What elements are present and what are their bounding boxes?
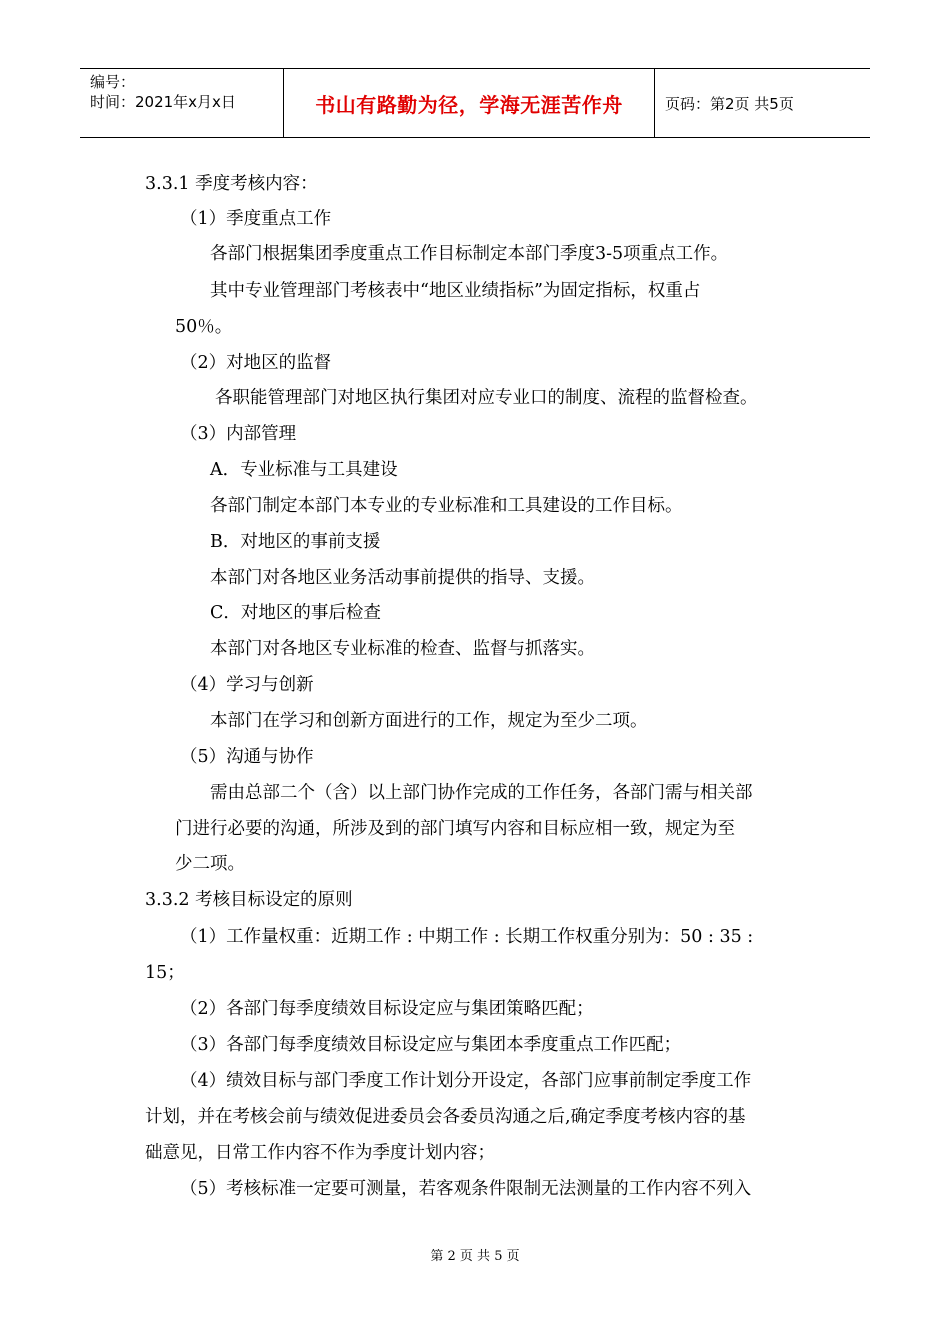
subsection-heading: （2）对地区的监督	[180, 353, 332, 373]
paragraph-line: 本部门在学习和创新方面进行的工作，规定为至少二项。	[210, 711, 648, 731]
document-number-label: 编号：	[90, 73, 136, 91]
subsection-heading: （1）季度重点工作	[180, 209, 332, 229]
paragraph-line: （3）各部门每季度绩效目标设定应与集团本季度重点工作匹配；	[180, 1035, 682, 1055]
subsection-heading: （5）沟通与协作	[180, 747, 314, 767]
page-footer: 第 2 页 共 5 页	[430, 1249, 520, 1264]
item-heading: C．对地区的事后检查	[210, 603, 381, 623]
header-meta	[80, 69, 283, 137]
paragraph-line: 本部门对各地区业务活动事前提供的指导、支援。	[210, 568, 595, 588]
paragraph-line: 各部门根据集团季度重点工作目标制定本部门季度3-5项重点工作。	[210, 244, 729, 264]
paragraph-line: 需由总部二个（含）以上部门协作完成的工作任务，各部门需与相关部	[210, 783, 753, 803]
subsection-heading: （3）内部管理	[180, 424, 297, 444]
paragraph-line: 其中专业管理部门考核表中“地区业绩指标”为固定指标，权重占	[210, 281, 701, 301]
paragraph-line: （4）绩效目标与部门季度工作计划分开设定，各部门应事前制定季度工作	[180, 1071, 752, 1091]
paragraph-line: 50％。	[175, 317, 233, 337]
subsection-heading: （4）学习与创新	[180, 675, 314, 695]
paragraph-line: 各职能管理部门对地区执行集团对应专业口的制度、流程的监督检查。	[215, 388, 758, 408]
paragraph-line: 各部门制定本部门本专业的专业标准和工具建设的工作目标。	[210, 496, 683, 516]
header-page-info: 页码：第2页 共5页	[665, 94, 794, 113]
paragraph-line: 本部门对各地区专业标准的检查、监督与抓落实。	[210, 639, 595, 659]
item-heading: A．专业标准与工具建设	[210, 460, 398, 480]
paragraph-line: 础意见，日常工作内容不作为季度计划内容；	[145, 1143, 495, 1163]
document-date: 时间：2021年x月x日	[90, 93, 236, 111]
paragraph-line: （1）工作量权重：近期工作 : 中期工作 : 长期工作权重分别为：50 : 35 :	[180, 927, 754, 947]
page-header	[80, 68, 870, 138]
header-motto-cell	[283, 69, 655, 137]
item-heading: B．对地区的事前支援	[210, 532, 381, 552]
paragraph-line: 15；	[145, 963, 185, 983]
paragraph-line: 少二项。	[175, 854, 245, 874]
paragraph-line: （2）各部门每季度绩效目标设定应与集团策略匹配；	[180, 999, 594, 1019]
paragraph-line: （5）考核标准一定要可测量，若客观条件限制无法测量的工作内容不列入	[180, 1179, 752, 1199]
section-heading: 3.3.2 考核目标设定的原则	[145, 890, 353, 910]
paragraph-line: 门进行必要的沟通，所涉及到的部门填写内容和目标应相一致，规定为至	[175, 819, 735, 839]
header-motto: 书山有路勤为径，学海无涯苦作舟	[315, 92, 623, 117]
section-heading: 3.3.1 季度考核内容：	[145, 174, 318, 194]
paragraph-line: 计划，并在考核会前与绩效促进委员会各委员沟通之后,确定季度考核内容的基	[145, 1107, 746, 1127]
